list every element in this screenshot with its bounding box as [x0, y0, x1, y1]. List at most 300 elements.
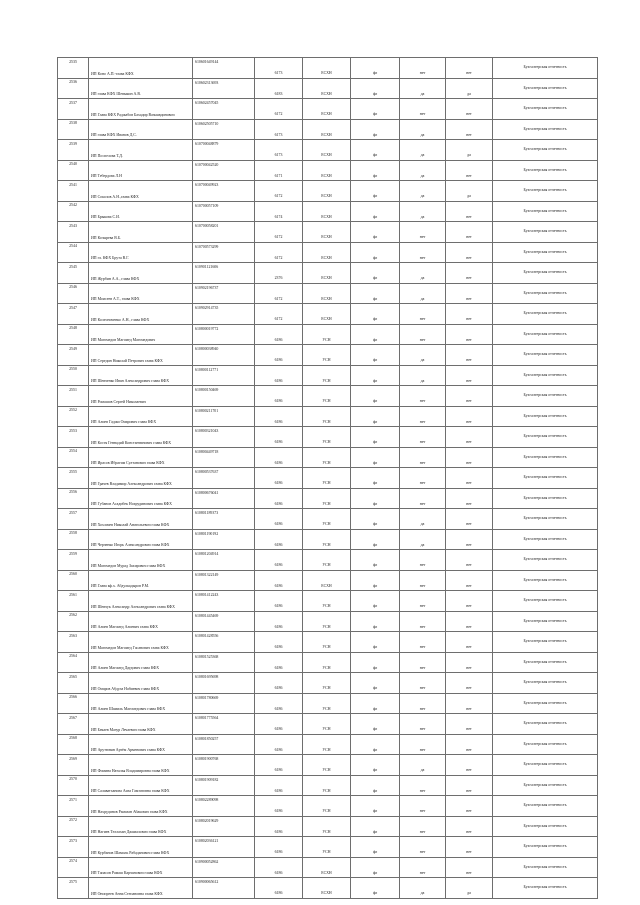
inn-code-cell: 610800321043	[193, 427, 255, 448]
inn-code-cell: 610602505710	[193, 119, 255, 140]
entity-type-cell: фл	[351, 345, 400, 366]
activity-code-cell: 6186	[255, 673, 303, 694]
report-type-cell: Бухгалтерская отчетность	[493, 591, 598, 612]
inn-code-cell: 610602313693	[193, 78, 255, 99]
report-type-cell: Бухгалтерская отчетность	[493, 550, 598, 571]
entity-type-cell: фл	[351, 857, 400, 878]
flag-one-cell: да	[400, 365, 446, 386]
flag-two-cell: нет	[446, 58, 493, 79]
activity-code-cell: 6172	[255, 181, 303, 202]
flag-two-cell: нет	[446, 632, 493, 653]
entrepreneur-name-cell: ИП Алиев Магомед Даудович глава КФХ	[89, 652, 193, 673]
activity-code-cell: 6171	[255, 160, 303, 181]
flag-one-cell: да	[400, 160, 446, 181]
flag-two-cell: нет	[446, 99, 493, 120]
inn-code-cell: 610800150469	[193, 386, 255, 407]
table-row	[58, 878, 598, 899]
flag-two-cell: да	[446, 78, 493, 99]
flag-two-cell: нет	[446, 652, 493, 673]
entity-type-cell: фл	[351, 775, 400, 796]
entity-type-cell: фл	[351, 673, 400, 694]
row-number-cell: 2558	[58, 529, 89, 550]
tax-regime-cell: ЕСХН	[303, 160, 351, 181]
entity-type-cell: фл	[351, 796, 400, 817]
tax-regime-cell: ЕСХН	[303, 140, 351, 161]
tax-regime-cell: УСН	[303, 386, 351, 407]
inn-code-cell: 610802289098	[193, 796, 255, 817]
entity-type-cell: фл	[351, 755, 400, 776]
flag-two-cell: нет	[446, 775, 493, 796]
flag-one-cell: нет	[400, 857, 446, 878]
entrepreneur-name-cell: ИП Поспелова Т.Д.	[89, 140, 193, 161]
row-number-cell: 2562	[58, 611, 89, 632]
activity-code-cell: 6186	[255, 734, 303, 755]
flag-two-cell: нет	[446, 222, 493, 243]
inn-code-cell: 610801322149	[193, 570, 255, 591]
activity-code-cell: 6186	[255, 324, 303, 345]
report-type-cell: Бухгалтерская отчетность	[493, 570, 598, 591]
tax-regime-cell: ЕСХН	[303, 119, 351, 140]
table-row	[58, 714, 598, 735]
activity-code-cell: 6183	[255, 78, 303, 99]
entrepreneur-name-cell: ИП Грачев Владимир Александрович глава КФХ	[89, 468, 193, 489]
row-number-cell: 2537	[58, 99, 89, 120]
flag-two-cell: нет	[446, 611, 493, 632]
inn-code-cell: 610700573299	[193, 242, 255, 263]
registry-table-body	[58, 58, 598, 899]
tax-regime-cell: УСН	[303, 324, 351, 345]
inn-code-cell: 610800676041	[193, 488, 255, 509]
entity-type-cell: фл	[351, 365, 400, 386]
entrepreneur-name-cell: ИП Тебердова Л.Н	[89, 160, 193, 181]
entity-type-cell: фл	[351, 78, 400, 99]
tax-regime-cell: ЕСХН	[303, 878, 351, 899]
activity-code-cell: 6186	[255, 796, 303, 817]
tax-regime-cell: ЕСХН	[303, 58, 351, 79]
flag-one-cell: нет	[400, 837, 446, 858]
row-number-cell: 2572	[58, 816, 89, 837]
entrepreneur-name-cell: ИП Тапасов Рамаш Карчанович глава КФХ	[89, 857, 193, 878]
flag-one-cell: да	[400, 140, 446, 161]
inn-code-cell: 610801525368	[193, 652, 255, 673]
registry-table	[57, 57, 598, 899]
table-row	[58, 263, 598, 284]
table-row	[58, 529, 598, 550]
entrepreneur-name-cell: ИП Алиев Магомед Алиевич глава КФХ	[89, 611, 193, 632]
entrepreneur-name-cell: ИП Глава КФХ Раджабов Бахадир Вазыявдинович	[89, 99, 193, 120]
activity-code-cell: 6186	[255, 365, 303, 386]
entrepreneur-name-cell: ИП глава КФХ Иванов Д.С.	[89, 119, 193, 140]
table-row	[58, 283, 598, 304]
flag-one-cell: нет	[400, 775, 446, 796]
tax-regime-cell: ЕСХН	[303, 857, 351, 878]
tax-regime-cell: ЕСХН	[303, 304, 351, 325]
tax-regime-cell: УСН	[303, 714, 351, 735]
report-type-cell: Бухгалтерская отчетность	[493, 304, 598, 325]
flag-one-cell: нет	[400, 488, 446, 509]
entrepreneur-name-cell: ИП Омаров Абдула Набиевич глава КФХ	[89, 673, 193, 694]
entrepreneur-name-cell: ИП Онопреев Анна Степановна глава КФХ	[89, 878, 193, 899]
tax-regime-cell: ЕСХН	[303, 78, 351, 99]
row-number-cell: 2551	[58, 386, 89, 407]
table-row	[58, 304, 598, 325]
entrepreneur-name-cell: ИП Шевчук Александр Александрович глава КФХ	[89, 591, 193, 612]
row-number-cell: 2566	[58, 693, 89, 714]
flag-two-cell: нет	[446, 837, 493, 858]
flag-two-cell: нет	[446, 324, 493, 345]
inn-code-cell: 610900065612	[193, 878, 255, 899]
report-type-cell: Бухгалтерская отчетность	[493, 365, 598, 386]
row-number-cell: 2554	[58, 447, 89, 468]
flag-two-cell: нет	[446, 816, 493, 837]
table-row	[58, 509, 598, 530]
inn-code-cell: 610601649144	[193, 58, 255, 79]
entrepreneur-name-cell: ИП Бекаев Мазур Лечаевич глава КФХ	[89, 714, 193, 735]
table-row	[58, 242, 598, 263]
row-number-cell: 2557	[58, 509, 89, 530]
flag-one-cell: нет	[400, 447, 446, 468]
flag-two-cell: нет	[446, 570, 493, 591]
tax-regime-cell: УСН	[303, 837, 351, 858]
entity-type-cell: фл	[351, 58, 400, 79]
flag-one-cell: нет	[400, 427, 446, 448]
flag-one-cell: нет	[400, 816, 446, 837]
inn-code-cell: 610800211701	[193, 406, 255, 427]
flag-one-cell: нет	[400, 796, 446, 817]
flag-two-cell: нет	[446, 509, 493, 530]
flag-two-cell: нет	[446, 488, 493, 509]
row-number-cell: 2570	[58, 775, 89, 796]
report-type-cell: Бухгалтерская отчетность	[493, 345, 598, 366]
entity-type-cell: фл	[351, 550, 400, 571]
entity-type-cell: фл	[351, 304, 400, 325]
flag-two-cell: нет	[446, 693, 493, 714]
tax-regime-cell: УСН	[303, 652, 351, 673]
flag-two-cell: нет	[446, 304, 493, 325]
entrepreneur-name-cell: ИП Нагиев Теллахан Джамалович глава КФХ	[89, 816, 193, 837]
row-number-cell: 2543	[58, 222, 89, 243]
row-number-cell: 2575	[58, 878, 89, 899]
activity-code-cell: 6172	[255, 283, 303, 304]
entity-type-cell: фл	[351, 591, 400, 612]
activity-code-cell: 6186	[255, 488, 303, 509]
row-number-cell: 2553	[58, 427, 89, 448]
row-number-cell: 2547	[58, 304, 89, 325]
inn-code-cell: 610902914735	[193, 304, 255, 325]
row-number-cell: 2549	[58, 345, 89, 366]
table-row	[58, 222, 598, 243]
entrepreneur-name-cell: ИП Костя Геннадий Константинович глава КФХ	[89, 427, 193, 448]
row-number-cell: 2556	[58, 488, 89, 509]
entity-type-cell: фл	[351, 488, 400, 509]
report-type-cell: Бухгалтерская отчетность	[493, 242, 598, 263]
tax-regime-cell: УСН	[303, 406, 351, 427]
row-number-cell: 2569	[58, 755, 89, 776]
flag-two-cell: нет	[446, 550, 493, 571]
inn-code-cell: 610700048879	[193, 140, 255, 161]
report-type-cell: Бухгалтерская отчетность	[493, 427, 598, 448]
table-row	[58, 591, 598, 612]
entity-type-cell: фл	[351, 119, 400, 140]
activity-code-cell: 6186	[255, 611, 303, 632]
tax-regime-cell: ЕСХН	[303, 242, 351, 263]
entity-type-cell: фл	[351, 201, 400, 222]
inn-code-cell: 610801189373	[193, 509, 255, 530]
row-number-cell: 2542	[58, 201, 89, 222]
tax-regime-cell: ЕСХН	[303, 283, 351, 304]
row-number-cell: 2573	[58, 837, 89, 858]
report-type-cell: Бухгалтерская отчетность	[493, 222, 598, 243]
flag-two-cell: да	[446, 878, 493, 899]
entrepreneur-name-cell: ИП Коно А.П.-глава КФХ	[89, 58, 193, 79]
inn-code-cell: 610802036121	[193, 837, 255, 858]
table-row	[58, 324, 598, 345]
flag-two-cell: нет	[446, 734, 493, 755]
flag-one-cell: нет	[400, 58, 446, 79]
table-row	[58, 652, 598, 673]
entity-type-cell: фл	[351, 283, 400, 304]
flag-two-cell: нет	[446, 160, 493, 181]
entrepreneur-name-cell: ИП Моисеев А.Т., глава КФХ	[89, 283, 193, 304]
table-row	[58, 796, 598, 817]
tax-regime-cell: УСН	[303, 775, 351, 796]
flag-one-cell: нет	[400, 550, 446, 571]
table-row	[58, 632, 598, 653]
report-type-cell: Бухгалтерская отчетность	[493, 283, 598, 304]
entity-type-cell: фл	[351, 632, 400, 653]
flag-one-cell: нет	[400, 242, 446, 263]
inn-code-cell: 610700057109	[193, 201, 255, 222]
table-row	[58, 468, 598, 489]
row-number-cell: 2550	[58, 365, 89, 386]
report-type-cell: Бухгалтерская отчетность	[493, 78, 598, 99]
flag-two-cell: нет	[446, 447, 493, 468]
activity-code-cell: 6186	[255, 591, 303, 612]
activity-code-cell: 6172	[255, 304, 303, 325]
table-row	[58, 386, 598, 407]
report-type-cell: Бухгалтерская отчетность	[493, 99, 598, 120]
activity-code-cell: 6186	[255, 550, 303, 571]
activity-code-cell: 6173	[255, 58, 303, 79]
report-type-cell: Бухгалтерская отчетность	[493, 58, 598, 79]
tax-regime-cell: УСН	[303, 734, 351, 755]
table-row	[58, 755, 598, 776]
flag-one-cell: нет	[400, 222, 446, 243]
report-type-cell: Бухгалтерская отчетность	[493, 611, 598, 632]
flag-one-cell: да	[400, 878, 446, 899]
entrepreneur-name-cell: ИП Ирасов Ибрагим Султанович глава КФХ	[89, 447, 193, 468]
flag-one-cell: нет	[400, 714, 446, 735]
entity-type-cell: фл	[351, 509, 400, 530]
flag-two-cell: нет	[446, 755, 493, 776]
flag-one-cell: нет	[400, 468, 446, 489]
report-type-cell: Бухгалтерская отчетность	[493, 447, 598, 468]
table-row	[58, 345, 598, 366]
tax-regime-cell: УСН	[303, 447, 351, 468]
activity-code-cell: 6186	[255, 386, 303, 407]
table-row	[58, 58, 598, 79]
entrepreneur-name-cell: ИП Арутюнян Артём Арменович глава КФХ	[89, 734, 193, 755]
tax-regime-cell: УСН	[303, 591, 351, 612]
tax-regime-cell: УСН	[303, 816, 351, 837]
inn-code-cell: 610902196737	[193, 283, 255, 304]
entity-type-cell: фл	[351, 181, 400, 202]
row-number-cell: 2561	[58, 591, 89, 612]
tax-regime-cell: ЕСХН	[303, 570, 351, 591]
activity-code-cell: 6186	[255, 570, 303, 591]
entrepreneur-name-cell: ИП Салаватханова Аиза Гамзатовна глава КФХ	[89, 775, 193, 796]
flag-two-cell: да	[446, 181, 493, 202]
row-number-cell: 2563	[58, 632, 89, 653]
entrepreneur-name-cell: ИП Соколов А.Н.,глава КФХ	[89, 181, 193, 202]
flag-two-cell: нет	[446, 857, 493, 878]
entity-type-cell: фл	[351, 160, 400, 181]
report-type-cell: Бухгалтерская отчетность	[493, 816, 598, 837]
flag-two-cell: нет	[446, 796, 493, 817]
report-type-cell: Бухгалтерская отчетность	[493, 857, 598, 878]
flag-one-cell: нет	[400, 570, 446, 591]
activity-code-cell: 6186	[255, 427, 303, 448]
tax-regime-cell: ЕСХН	[303, 201, 351, 222]
row-number-cell: 2568	[58, 734, 89, 755]
tax-regime-cell: УСН	[303, 427, 351, 448]
entrepreneur-name-cell: ИП гл. КФХ Брута В.Г.	[89, 242, 193, 263]
entrepreneur-name-cell: ИП Середин Николай Петрович глава КФХ	[89, 345, 193, 366]
activity-code-cell: 6186	[255, 878, 303, 899]
activity-code-cell: 6186	[255, 529, 303, 550]
row-number-cell: 2552	[58, 406, 89, 427]
flag-one-cell: нет	[400, 386, 446, 407]
activity-code-cell: 6186	[255, 632, 303, 653]
report-type-cell: Бухгалтерская отчетность	[493, 201, 598, 222]
flag-two-cell: нет	[446, 386, 493, 407]
row-number-cell: 2546	[58, 283, 89, 304]
entity-type-cell: фл	[351, 529, 400, 550]
table-row	[58, 447, 598, 468]
activity-code-cell: 6172	[255, 222, 303, 243]
tax-regime-cell: УСН	[303, 673, 351, 694]
table-row	[58, 693, 598, 714]
row-number-cell: 2559	[58, 550, 89, 571]
report-type-cell: Бухгалтерская отчетность	[493, 119, 598, 140]
inn-code-cell: 610801850257	[193, 734, 255, 755]
entrepreneur-name-cell: ИП Хохлачев Николай Анатольевич глава КФХ	[89, 509, 193, 530]
table-row	[58, 406, 598, 427]
inn-code-cell: 610801204914	[193, 550, 255, 571]
activity-code-cell: 6186	[255, 816, 303, 837]
flag-two-cell: нет	[446, 673, 493, 694]
report-type-cell: Бухгалтерская отчетность	[493, 652, 598, 673]
flag-two-cell: да	[446, 140, 493, 161]
entrepreneur-name-cell: ИП Алиев Гаджи Омарович глава КФХ	[89, 406, 193, 427]
tax-regime-cell: УСН	[303, 345, 351, 366]
report-type-cell: Бухгалтерская отчетность	[493, 714, 598, 735]
entity-type-cell: фл	[351, 878, 400, 899]
flag-two-cell: нет	[446, 529, 493, 550]
flag-one-cell: да	[400, 345, 446, 366]
entity-type-cell: фл	[351, 652, 400, 673]
report-type-cell: Бухгалтерская отчетность	[493, 755, 598, 776]
tax-regime-cell: УСН	[303, 488, 351, 509]
tax-regime-cell: ЕСХН	[303, 99, 351, 120]
table-row	[58, 78, 598, 99]
tax-regime-cell: ЕСХН	[303, 263, 351, 284]
inn-code-cell: 610800112771	[193, 365, 255, 386]
entity-type-cell: фл	[351, 714, 400, 735]
report-type-cell: Бухгалтерская отчетность	[493, 263, 598, 284]
activity-code-cell: 6186	[255, 755, 303, 776]
activity-code-cell: 6186	[255, 693, 303, 714]
inn-code-cell: 610700058201	[193, 222, 255, 243]
report-type-cell: Бухгалтерская отчетность	[493, 878, 598, 899]
tax-regime-cell: ЕСХН	[303, 222, 351, 243]
entity-type-cell: фл	[351, 140, 400, 161]
row-number-cell: 2545	[58, 263, 89, 284]
report-type-cell: Бухгалтерская отчетность	[493, 673, 598, 694]
entrepreneur-name-cell: ИП Журбин А.А., глава КФХ	[89, 263, 193, 284]
report-type-cell: Бухгалтерская отчетность	[493, 140, 598, 161]
flag-two-cell: нет	[446, 427, 493, 448]
entrepreneur-name-cell: ИП Фомина Наталья Владимировна глава КФХ	[89, 755, 193, 776]
entity-type-cell: фл	[351, 222, 400, 243]
table-row	[58, 488, 598, 509]
entity-type-cell: фл	[351, 386, 400, 407]
row-number-cell: 2541	[58, 181, 89, 202]
activity-code-cell: 6186	[255, 345, 303, 366]
flag-two-cell: нет	[446, 714, 493, 735]
inn-code-cell: 610801775564	[193, 714, 255, 735]
entrepreneur-name-cell: ИП Нахрудинов Рамазан Абакович глава КФХ	[89, 796, 193, 817]
flag-one-cell: нет	[400, 734, 446, 755]
inn-code-cell: 610801909182	[193, 775, 255, 796]
table-row	[58, 181, 598, 202]
activity-code-cell: 6186	[255, 447, 303, 468]
row-number-cell: 2574	[58, 857, 89, 878]
activity-code-cell: 6186	[255, 775, 303, 796]
table-row	[58, 837, 598, 858]
activity-code-cell: 6186	[255, 652, 303, 673]
row-number-cell: 2544	[58, 242, 89, 263]
inn-code-cell: 610700042520	[193, 160, 255, 181]
tax-regime-cell: УСН	[303, 693, 351, 714]
flag-one-cell: нет	[400, 632, 446, 653]
entrepreneur-name-cell: ИП Алиев Шамиль Магомедович глава КФХ	[89, 693, 193, 714]
table-row	[58, 816, 598, 837]
flag-one-cell: нет	[400, 304, 446, 325]
report-type-cell: Бухгалтерская отчетность	[493, 488, 598, 509]
report-type-cell: Бухгалтерская отчетность	[493, 632, 598, 653]
report-type-cell: Бухгалтерская отчетность	[493, 160, 598, 181]
inn-code-cell: 610901121606	[193, 263, 255, 284]
entity-type-cell: фл	[351, 427, 400, 448]
flag-one-cell: нет	[400, 324, 446, 345]
flag-two-cell: нет	[446, 242, 493, 263]
report-type-cell: Бухгалтерская отчетность	[493, 837, 598, 858]
table-row	[58, 201, 598, 222]
tax-regime-cell: УСН	[303, 529, 351, 550]
entrepreneur-name-cell: ИП Магомедов Мурад Захирович глава КФХ	[89, 550, 193, 571]
inn-code-cell: 610800537637	[193, 468, 255, 489]
entrepreneur-name-cell: ИП Колесниченко А.Н., глава КФХ	[89, 304, 193, 325]
entity-type-cell: фл	[351, 468, 400, 489]
entrepreneur-name-cell: ИП Губанов Асадибек Нохрудинович глава КФХ	[89, 488, 193, 509]
flag-one-cell: да	[400, 201, 446, 222]
table-row	[58, 550, 598, 571]
inn-code-cell: 610801412243	[193, 591, 255, 612]
row-number-cell: 2571	[58, 796, 89, 817]
table-row	[58, 160, 598, 181]
report-type-cell: Бухгалтерская отчетность	[493, 734, 598, 755]
